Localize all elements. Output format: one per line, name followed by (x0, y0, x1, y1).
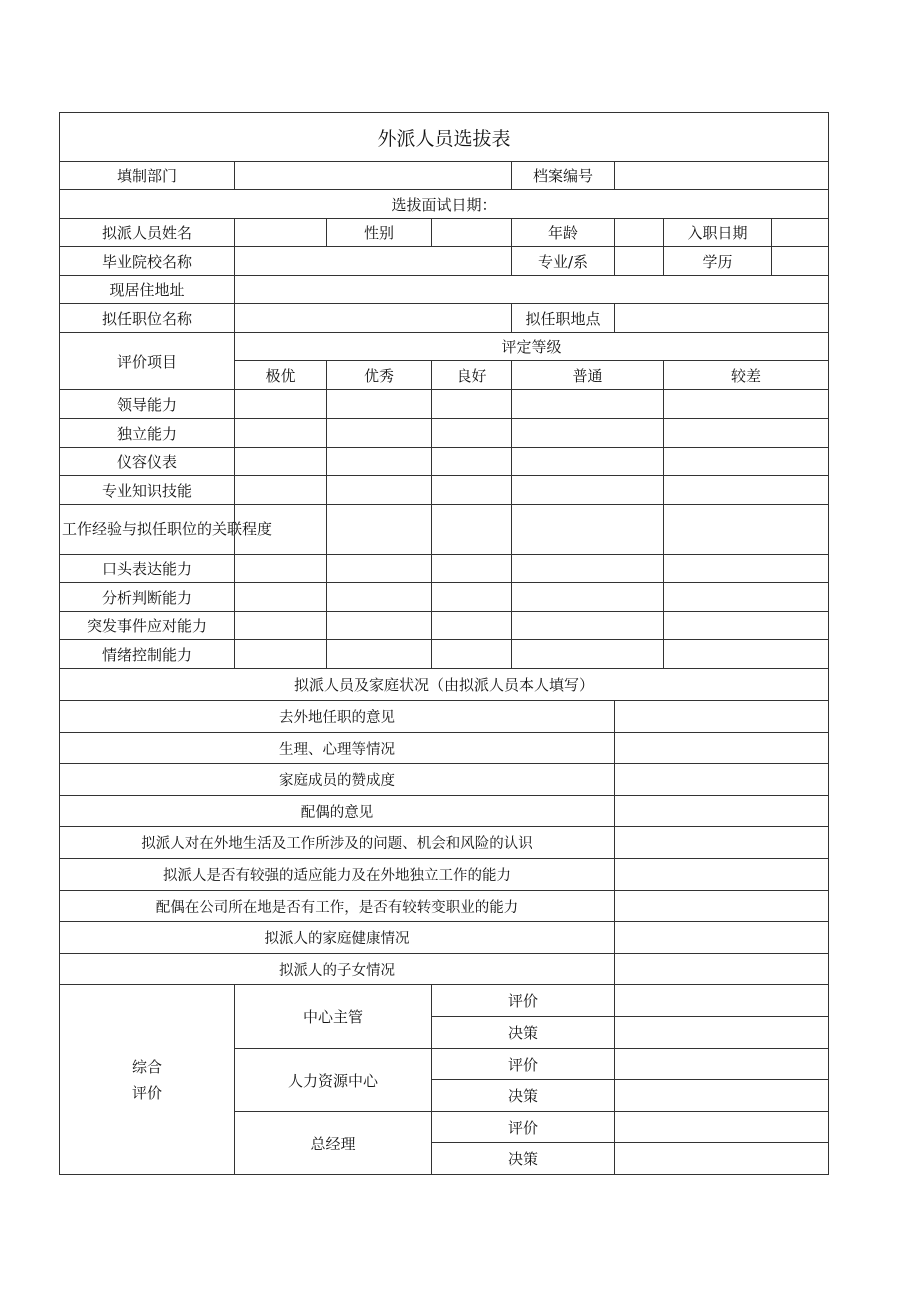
grade-header: 评定等级 (235, 333, 829, 361)
grade-cell[interactable] (512, 612, 664, 640)
position-input[interactable] (235, 304, 512, 333)
address-label: 现居住地址 (60, 276, 235, 304)
summary-role-general-manager: 总经理 (235, 1112, 432, 1175)
grade-cell[interactable] (664, 448, 829, 476)
location-input[interactable] (615, 304, 829, 333)
family-item-input[interactable] (615, 827, 829, 859)
grade-cell[interactable] (327, 505, 432, 555)
hire-date-input[interactable] (772, 219, 829, 247)
gender-input[interactable] (432, 219, 512, 247)
grade-cell[interactable] (512, 555, 664, 583)
summary-evaluate-input[interactable] (615, 1112, 829, 1143)
grade-cell[interactable] (327, 555, 432, 583)
family-item-input[interactable] (615, 796, 829, 827)
grade-cell[interactable] (664, 612, 829, 640)
address-input[interactable] (235, 276, 829, 304)
summary-role-center-manager: 中心主管 (235, 985, 432, 1049)
eval-item-appearance: 仪容仪表 (60, 448, 235, 476)
grade-cell[interactable] (235, 390, 327, 419)
grade-cell[interactable] (512, 476, 664, 505)
grade-cell[interactable] (235, 448, 327, 476)
summary-evaluate-label: 评价 (432, 1049, 615, 1080)
summary-decide-input[interactable] (615, 1143, 829, 1175)
gender-label: 性别 (327, 219, 432, 247)
eval-item-skills: 专业知识技能 (60, 476, 235, 505)
grade-cell[interactable] (664, 476, 829, 505)
dept-input[interactable] (235, 162, 512, 190)
grade-cell[interactable] (327, 583, 432, 612)
grade-cell[interactable] (432, 555, 512, 583)
grade-cell[interactable] (235, 419, 327, 448)
summary-role-hr-center: 人力资源中心 (235, 1049, 432, 1112)
grade-cell[interactable] (512, 640, 664, 669)
summary-decide-label: 决策 (432, 1080, 615, 1112)
family-item: 拟派人对在外地生活及工作所涉及的问题、机会和风险的认识 (60, 827, 615, 859)
eval-item-oral-expression: 口头表达能力 (60, 555, 235, 583)
family-item: 配偶在公司所在地是否有工作，是否有较转变职业的能力 (60, 891, 615, 922)
family-item: 拟派人是否有较强的适应能力及在外地独立工作的能力 (60, 859, 615, 891)
summary-evaluate-label: 评价 (432, 985, 615, 1017)
dept-label: 填制部门 (60, 162, 235, 190)
summary-label (60, 985, 235, 1175)
degree-input[interactable] (772, 247, 829, 276)
grade-cell[interactable] (235, 640, 327, 669)
eval-item-header: 评价项目 (60, 333, 235, 390)
family-item-input[interactable] (615, 891, 829, 922)
summary-evaluate-input[interactable] (615, 985, 829, 1017)
eval-item-emotion-control: 情绪控制能力 (60, 640, 235, 669)
grade-cell[interactable] (664, 640, 829, 669)
family-item-input[interactable] (615, 701, 829, 733)
grade-cell[interactable] (327, 612, 432, 640)
grade-average: 普通 (512, 361, 664, 390)
age-label: 年龄 (512, 219, 615, 247)
summary-decide-input[interactable] (615, 1017, 829, 1049)
grade-cell[interactable] (432, 390, 512, 419)
interview-date-label: 选拔面试日期： (60, 190, 829, 219)
grade-cell[interactable] (432, 505, 512, 555)
family-section-header: 拟派人员及家庭状况（由拟派人员本人填写） (60, 669, 829, 701)
degree-label: 学历 (664, 247, 772, 276)
eval-item-emergency: 突发事件应对能力 (60, 612, 235, 640)
grade-cell[interactable] (512, 583, 664, 612)
family-item: 配偶的意见 (60, 796, 615, 827)
summary-decide-label: 决策 (432, 1017, 615, 1049)
grade-poor: 较差 (664, 361, 829, 390)
grade-cell[interactable] (432, 419, 512, 448)
age-input[interactable] (615, 219, 664, 247)
grade-cell[interactable] (327, 640, 432, 669)
family-item-input[interactable] (615, 764, 829, 796)
grade-cell[interactable] (664, 390, 829, 419)
school-input[interactable] (235, 247, 512, 276)
eval-item-judgment: 分析判断能力 (60, 583, 235, 612)
grade-cell[interactable] (664, 555, 829, 583)
name-label: 拟派人员姓名 (60, 219, 235, 247)
eval-item-experience: 工作经验与拟任职位的关联程度 (60, 505, 235, 555)
grade-cell[interactable] (235, 583, 327, 612)
grade-outstanding: 优秀 (327, 361, 432, 390)
family-item: 去外地任职的意见 (60, 701, 615, 733)
grade-cell[interactable] (327, 476, 432, 505)
summary-decide-input[interactable] (615, 1080, 829, 1112)
grade-cell[interactable] (432, 612, 512, 640)
summary-evaluate-input[interactable] (615, 1049, 829, 1080)
grade-cell[interactable] (235, 612, 327, 640)
major-input[interactable] (615, 247, 664, 276)
grade-cell[interactable] (512, 505, 664, 555)
family-item: 生理、心理等情况 (60, 733, 615, 764)
grade-cell[interactable] (327, 419, 432, 448)
grade-excellent: 极优 (235, 361, 327, 390)
family-item: 家庭成员的赞成度 (60, 764, 615, 796)
summary-decide-label: 决策 (432, 1143, 615, 1175)
eval-item-independence: 独立能力 (60, 419, 235, 448)
grade-cell[interactable] (664, 505, 829, 555)
grade-cell[interactable] (664, 419, 829, 448)
grade-cell[interactable] (432, 476, 512, 505)
grade-cell[interactable] (235, 555, 327, 583)
school-label: 毕业院校名称 (60, 247, 235, 276)
family-item: 拟派人的子女情况 (60, 954, 615, 985)
position-label: 拟任职位名称 (60, 304, 235, 333)
grade-cell[interactable] (432, 583, 512, 612)
family-item-input[interactable] (615, 733, 829, 764)
eval-item-leadership: 领导能力 (60, 390, 235, 419)
summary-evaluate-label: 评价 (432, 1112, 615, 1143)
form-title: 外派人员选拔表 (60, 113, 829, 162)
major-label: 专业/系 (512, 247, 615, 276)
grade-good: 良好 (432, 361, 512, 390)
name-input[interactable] (235, 219, 327, 247)
grade-cell[interactable] (432, 640, 512, 669)
summary-label-line2: 评价 (131, 1083, 162, 1102)
grade-cell[interactable] (512, 448, 664, 476)
grade-cell[interactable] (432, 448, 512, 476)
location-label: 拟任职地点 (512, 304, 615, 333)
grade-cell[interactable] (327, 390, 432, 419)
family-item: 拟派人的家庭健康情况 (60, 922, 615, 954)
hire-date-label: 入职日期 (664, 219, 772, 247)
selection-form-table (59, 112, 829, 1175)
family-item-input[interactable] (615, 859, 829, 891)
grade-cell[interactable] (664, 583, 829, 612)
summary-label-line1: 综合 (131, 1057, 162, 1076)
grade-cell[interactable] (512, 390, 664, 419)
family-item-input[interactable] (615, 954, 829, 985)
grade-cell[interactable] (327, 448, 432, 476)
archive-label: 档案编号 (512, 162, 615, 190)
family-item-input[interactable] (615, 922, 829, 954)
grade-cell[interactable] (235, 476, 327, 505)
archive-input[interactable] (615, 162, 829, 190)
grade-cell[interactable] (512, 419, 664, 448)
